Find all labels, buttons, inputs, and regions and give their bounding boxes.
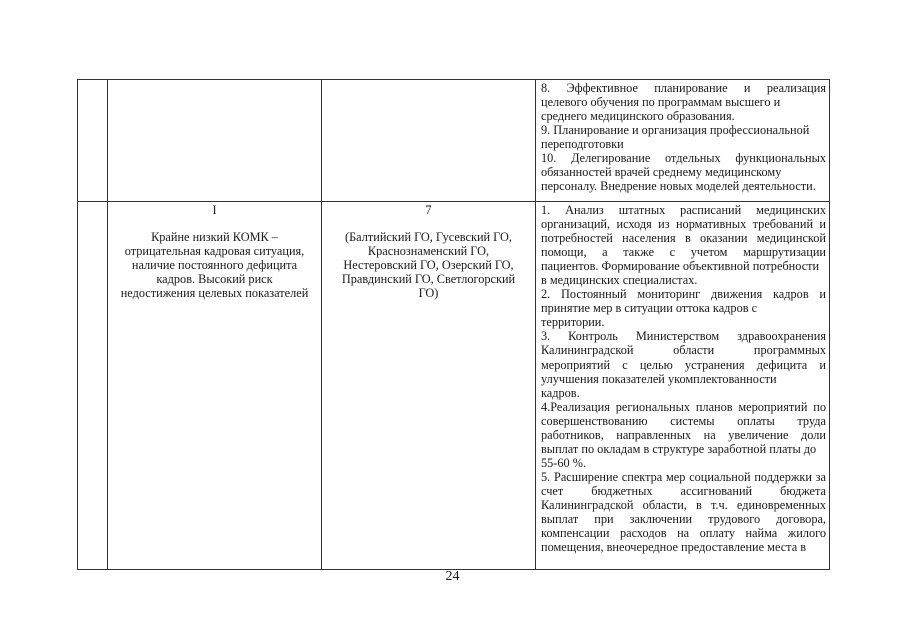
measure-line: пациентов. Формирование объективной потребности (541, 259, 820, 274)
table-row (78, 80, 830, 202)
measure-line: 8. Эффективное планирование и реализация (541, 81, 826, 95)
text-line: (Балтийский ГО, Гусевский ГО, (345, 230, 512, 245)
districts-cell (322, 202, 536, 570)
measure-line: 10. Делегирование отдельных функциональных (541, 151, 826, 166)
measure-line: 1. Анализ штатных расписаний медицинских (541, 203, 826, 217)
text-line: наличие постоянного дефицита (131, 258, 298, 273)
district-list (322, 217, 535, 300)
text-line: Краснознаменский ГО, (367, 244, 490, 259)
measure-line: выплат по окладам в структуре заработной платы до (541, 441, 817, 456)
measures-table (77, 79, 830, 570)
measure-line: потребностей населения в оказании медицинской (541, 231, 826, 246)
measures-cell (536, 202, 830, 570)
text-line: Крайне низкий КОМК – (151, 230, 278, 245)
measure-line: обязанностей врачей среднему медицинскому (541, 165, 782, 180)
table-row (78, 202, 830, 570)
text-line: ГО) (418, 286, 439, 301)
description-cell (108, 202, 322, 570)
level-description (108, 217, 321, 300)
measure-line: среднего медицинского образования. (541, 109, 735, 124)
measure-line: в медицинских специалистах. (541, 273, 698, 288)
description-cell (108, 80, 322, 202)
measure-line: 4.Реализация региональных планов мероприятий по (541, 399, 826, 414)
measure-line: мероприятий с целью устранения дефицита и (541, 357, 826, 372)
number-cell (78, 80, 108, 202)
text-line: отрицательная кадровая ситуация, (124, 244, 305, 259)
measure-line: 9. Планирование и организация профессиональной (541, 123, 810, 138)
measure-line: переподготовки (541, 137, 624, 152)
measure-line: персоналу. Внедрение новых моделей деятельности. (541, 179, 816, 194)
measure-line: Калининградской области программных (541, 343, 826, 358)
text-line: Правдинский ГО, Светлогорский (341, 272, 516, 287)
measure-line: принятие мер в ситуации оттока кадров с (541, 301, 758, 316)
measure-line: 55-60 %. (541, 455, 587, 470)
measure-line: Калининградской области, в т.ч. единовременных (541, 497, 826, 512)
districts-cell (322, 80, 536, 202)
measures-list (536, 202, 829, 554)
measure-line: территории. (541, 315, 605, 330)
measures-cell (536, 80, 830, 202)
text-line: недостижения целевых показателей (120, 286, 309, 301)
text-line: кадров. Высокий риск (156, 272, 273, 287)
district-count: 7 (425, 203, 432, 217)
measure-line: целевого обучения по программам высшего и (541, 95, 781, 110)
measures-list (536, 80, 829, 193)
measure-line: помощи, а также с учетом маршрутизации (541, 245, 826, 260)
level-label: I (212, 203, 217, 217)
measure-line: кадров. (541, 385, 580, 400)
measure-line: выплат при заключении трудового договора, (541, 512, 826, 527)
text-line: Нестеровский ГО, Озерский ГО, (343, 258, 514, 273)
measure-line: совершенствованию системы оплаты труда (541, 413, 826, 428)
measure-line: организаций, исходя из нормативных требований и (541, 217, 826, 232)
page-number: 24 (445, 569, 460, 584)
measure-line: 5. Расширение спектра мер социальной поддержки за (541, 469, 826, 484)
measure-line: 3. Контроль Министерством здравоохранения (541, 329, 826, 344)
measure-line: 2. Постоянный мониторинг движения кадров и (541, 287, 826, 302)
number-cell (78, 202, 108, 570)
measure-line: помещения, внеочередное предоставление места в (541, 540, 807, 555)
measure-line: улучшения показателей укомплектованности (541, 371, 777, 386)
measure-line: счет бюджетных ассигнований бюджета (541, 483, 826, 498)
measure-line: компенсации расходов на оплату найма жилого (541, 526, 826, 541)
measure-line: работников, направленных на увеличение доли (541, 427, 826, 442)
